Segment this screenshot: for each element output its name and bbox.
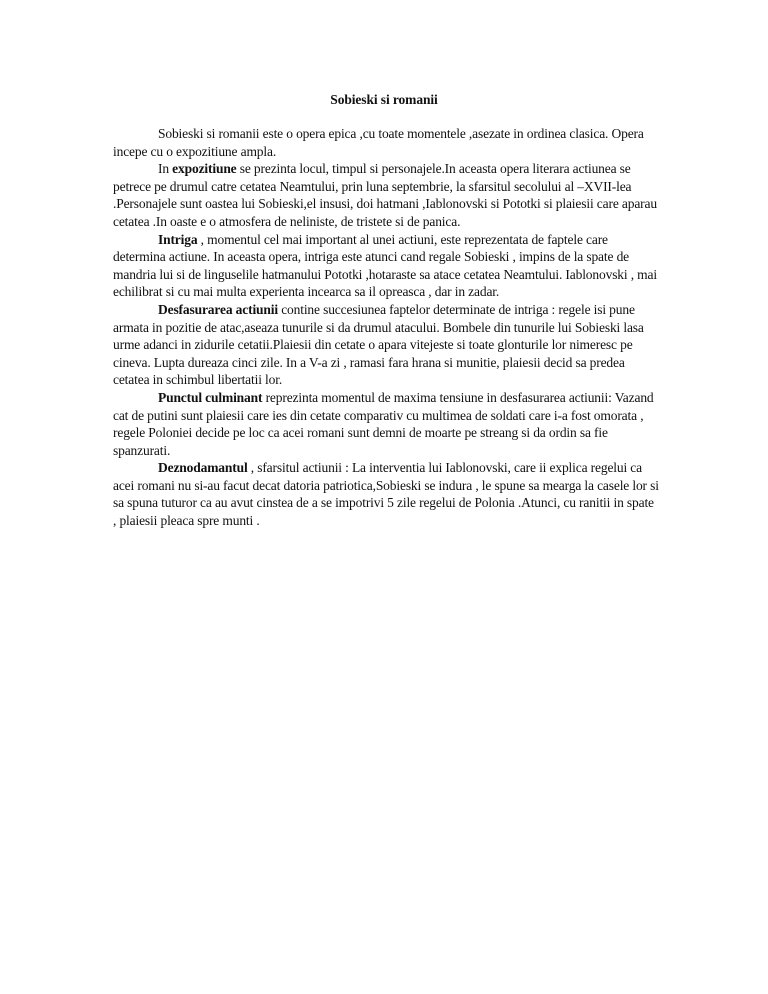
term-desfasurarea-actiunii: Desfasurarea actiunii [158,301,278,317]
paragraph-text: se prezinta locul, timpul si personajele.In aceasta opera literara actiunea se petrece pe drumul catre cetatea Neamtului, prin luna septembrie, la sfarsitul secolului al –XVII-lea .Personajele sunt oastea lui Sobieski,el insusi, doi hatmani ,Iablonovski si Pototki si plaiesii care aparau cetatea .In oaste e o atmosfera de neliniste, de tristete si de panica. [113,161,657,229]
paragraph-lead: In [158,161,173,177]
paragraph-text: Sobieski si romanii este o opera epica ,cu toate momentele ,asezate in ordinea clasica. Opera incepe cu o expozitiune ampla. [113,126,644,159]
paragraph-text: , momentul cel mai important al unei actiuni, este reprezentata de faptele care determina actiune. In aceasta opera, intriga este atunci cand regale Sobieski , impins de la spate de mandria lui si de linguselile hatmanului Pototki ,hotaraste sa atace cetatea Neamtului. Iablonovski , mai echilibrat si cu mai multa experienta incearca sa il opreasca , dar in zadar. [113,231,657,300]
paragraph-punctul-culminant [113,389,659,459]
document-title: Sobieski si romanii [330,92,438,107]
document-body [113,125,659,530]
paragraph-text: , sfarsitul actiunii : La interventia lui Iablonovski, care ii explica regelui ca acei romani nu si-au facut decat datoria patriotica,Sobieski se indura , le spune sa mearga la casele lor si sa spuna tuturor ca au avut cinstea de a se impotrivi 5 zile regelui de Polonia .Atunci, cu ranitii in spate , plaiesii pleaca spre munti . [113,460,659,529]
term-intriga: Intriga [158,231,198,247]
paragraph-text: contine succesiunea faptelor determinate de intriga : regele isi pune armata in pozitie de atac,aseaza tunurile si da drumul atacului. Bombele din tunurile lui Sobieski lasa urme adanci in zidurile cetatii.Plaiesii din cetate o apara vitejeste si toate glonturile lor nimeresc pe cineva. Lupta dureaza cinci zile. In a V-a zi , ramasi fara hrana si munitie, plaiesii decid sa predea cetatea in schimbul libertatii lor. [113,301,644,388]
paragraph-intriga [113,231,659,301]
term-expozitiune: expozitiune [172,161,237,177]
paragraph-intro [113,125,659,160]
paragraph-text: reprezinta momentul de maxima tensiune in desfasurarea actiunii: Vazand cat de putini sunt plaiesii care ies din cetate comparativ cu multimea de soldati care i-a fost omorata , regele Poloniei decide pe loc ca acei romani sunt demni de moarte pe streang si da ordin sa fie spanzurati. [113,389,654,458]
paragraph-deznodamantul [113,459,659,529]
paragraph-desfasurarea [113,301,659,389]
term-deznodamantul: Deznodamantul [158,460,248,476]
paragraph-expozitiune [113,160,659,230]
term-punctul-culminant: Punctul culminant [158,389,263,405]
